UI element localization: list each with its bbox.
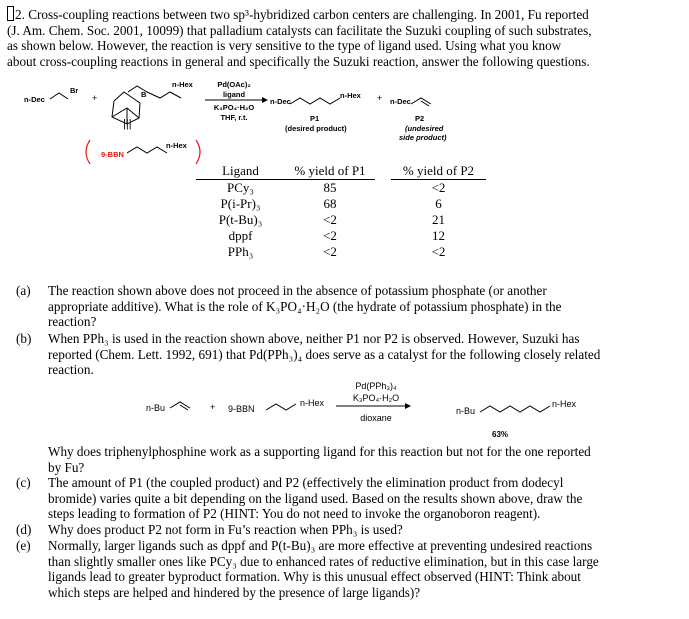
bbn-hexyl-chain: [266, 404, 296, 410]
p2-note-1: (undesired: [405, 124, 444, 133]
right-paren: [196, 140, 200, 164]
arrow-head-1: [262, 97, 268, 103]
reagent-base: K₃PO₄·H₂O: [213, 103, 255, 112]
table-cell: 68: [323, 196, 337, 211]
intro-line-2: (J. Am. Chem. Soc. 2001, 10099) that palladium catalysts can facilitate the Suzuki coupling of such substrates,: [7, 22, 592, 38]
table-cell: 21: [432, 212, 445, 227]
p2-note-2: side product): [399, 133, 447, 142]
label-e: (e): [16, 538, 31, 553]
table-cell: <2: [323, 244, 337, 259]
reagent-ligand: ligand: [222, 90, 246, 99]
bbn-hex-chain: [127, 147, 167, 153]
boron-label: B: [141, 90, 147, 99]
table-cell: <2: [431, 180, 446, 195]
scheme2-base: K₃PO₄·H₂O: [352, 393, 400, 403]
table-cell: <2: [431, 244, 446, 259]
table-row: PCy₃: [227, 180, 254, 195]
header-ligand: Ligand: [196, 163, 285, 180]
p1-note: (desired product): [285, 124, 347, 133]
label-c: (c): [16, 475, 31, 490]
p2-dec-label: n-Dec: [390, 97, 411, 106]
table-cell: 6: [435, 196, 442, 211]
table-cell: <2: [323, 228, 337, 243]
scheme2-catalyst: Pd(PPh₃)₄: [355, 381, 397, 391]
header-p1: % yield of P1: [285, 163, 375, 180]
question-c: (c) The amount of P1 (the coupled product) and P2 (effectively the elimination product from dodecyl bromide) varies quite a bit depending on the ligand used. Based on the results shown above, draw the steps leading to formation of P2 (HINT: You do not need to invoke the organoboron reagent).: [16, 475, 583, 522]
question-b: (b) When PPh₃ is used in the reaction shown above, neither P1 nor P2 is observed. However, Suzuki has reported (Chem. Lett. 1992, 691) that Pd(PPh₃)₄ does serve as a catalyst for the following closely related reaction.: [16, 331, 601, 378]
p1-hex-label: n-Hex: [340, 91, 361, 100]
product-chain: [480, 406, 550, 412]
scheme2-yield: 63%: [492, 430, 509, 439]
table-row: P(t-Bu)₃: [218, 212, 263, 227]
label-b: (b): [16, 331, 32, 346]
nine-bbn-label: 9-BBN: [101, 150, 124, 159]
question-number: 2.: [15, 7, 25, 22]
scheme2-prod-hex: n-Hex: [552, 399, 577, 409]
question-e: (e) Normally, larger ligands such as dppf and P(t-Bu)₃ are more effective at preventing undesired reactions than slightly smaller ones like PCy₃ due to enhanced rates of reductive elimination, but in this case large ligands lead to greater byproduct formation. Why is this unusual effect observed (HINT: Think about which steps are helped and hindered by the presence of large ligands)?: [16, 538, 599, 600]
intro-line-3: as shown below. However, the reaction is very sensitive to the type of ligand used. Using what you know: [7, 38, 562, 54]
br-label: Br: [70, 86, 79, 95]
reagent-pd: Pd(OAc)₂: [217, 80, 251, 89]
ndec-label: n-Dec: [24, 95, 45, 104]
p1-dec-label: n-Dec: [270, 97, 291, 106]
scheme2-solvent: dioxane: [360, 413, 392, 423]
hex-label-2: n-Hex: [166, 141, 187, 150]
p2-label: P2: [415, 114, 425, 123]
intro-line-4: about cross-coupling reactions in general and specifically the Suzuki reaction, answer the following questions.: [7, 53, 590, 69]
equivalence-symbol: |||: [123, 118, 132, 130]
question-b-followup: Why does triphenylphosphine work as a supporting ligand for this reaction but not for the one reported by Fu?: [48, 444, 591, 475]
table-row: P(i-Pr)₃: [220, 196, 261, 211]
col-p1: [285, 163, 375, 260]
scheme2-hex-label: n-Hex: [300, 398, 325, 408]
question-a: (a) The reaction shown above does not proceed in the absence of potassium phosphate (or another appropriate additive). What is the role of K₃PO₄·H₂O (the hydrate of potassium phosphate) in the reaction?: [16, 283, 562, 330]
header-p2: % yield of P2: [391, 163, 486, 180]
plus-1: +: [92, 93, 98, 103]
scheme2-drawing: [0, 370, 689, 440]
scheme2-9bbn: 9-BBN: [228, 404, 255, 414]
arrow-head-2: [405, 403, 411, 409]
plus-2: +: [377, 93, 383, 103]
table-cell: <2: [323, 212, 337, 227]
p1-label: P1: [310, 114, 320, 123]
reagent-solvent: THF, r.t.: [220, 113, 248, 122]
label-a: (a): [16, 283, 31, 298]
scheme2-bu-label: n-Bu: [146, 403, 166, 413]
col-p2: [391, 163, 486, 260]
p1-chain: [290, 98, 340, 104]
left-paren: [86, 140, 90, 164]
intro-line-1: 2. Cross-coupling reactions between two sp³-hybridized carbon centers are challenging. In 2001, Fu reported: [7, 6, 677, 23]
scheme2-plus: +: [210, 402, 216, 412]
table-cell: 85: [323, 180, 337, 195]
table-row: dppf: [228, 228, 253, 243]
col-ligand: [196, 163, 285, 260]
scheme2-prod-bu: n-Bu: [456, 406, 476, 416]
hex-label: n-Hex: [172, 80, 193, 89]
question-d: (d) Why does product P2 not form in Fu’s reaction when PPh₃ is used?: [16, 522, 403, 537]
label-d: (d): [16, 522, 32, 537]
dec-bromide-chain: [50, 93, 68, 99]
table-cell: 12: [432, 228, 445, 243]
table-row: PPh₃: [227, 244, 254, 259]
